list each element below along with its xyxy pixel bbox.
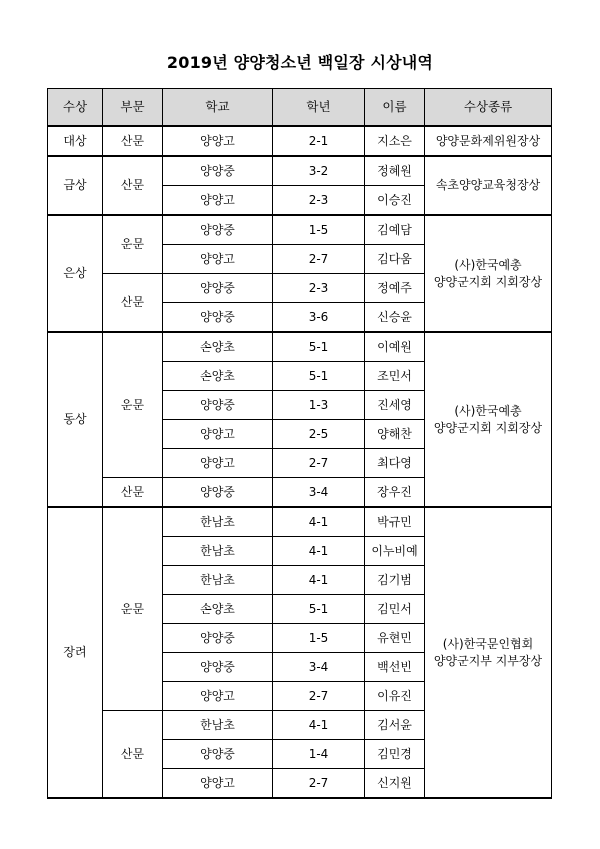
grade-cell: 1-3	[273, 391, 365, 420]
school-cell: 양양고	[163, 126, 273, 156]
school-cell: 양양중	[163, 156, 273, 186]
award-type-cell: 양양문화제위원장상	[425, 126, 552, 156]
school-cell: 한남초	[163, 537, 273, 566]
division-cell: 운문	[103, 215, 163, 274]
school-cell: 양양고	[163, 449, 273, 478]
header-school: 학교	[163, 89, 273, 127]
school-cell: 한남초	[163, 507, 273, 537]
header-award-type: 수상종류	[425, 89, 552, 127]
grade-cell: 1-5	[273, 215, 365, 245]
grade-cell: 2-5	[273, 420, 365, 449]
grade-cell: 4-1	[273, 507, 365, 537]
grade-cell: 2-3	[273, 186, 365, 216]
award-type-line: (사)한국문인협회	[442, 637, 534, 652]
name-cell: 박규민	[365, 507, 425, 537]
grade-cell: 1-4	[273, 740, 365, 769]
school-cell: 양양중	[163, 740, 273, 769]
grade-cell: 2-7	[273, 682, 365, 711]
page-title: 2019년 양양청소년 백일장 시상내역	[166, 53, 434, 72]
name-cell: 최다영	[365, 449, 425, 478]
school-cell: 양양중	[163, 478, 273, 508]
grade-cell: 2-7	[273, 769, 365, 799]
header-division: 부문	[103, 89, 163, 127]
award-cell: 동상	[48, 332, 103, 507]
award-type-line: (사)한국예총	[454, 258, 522, 273]
school-cell: 양양고	[163, 769, 273, 799]
header-name: 이름	[365, 89, 425, 127]
header-award: 수상	[48, 89, 103, 127]
name-cell: 진세영	[365, 391, 425, 420]
school-cell: 손양초	[163, 332, 273, 362]
name-cell: 이유진	[365, 682, 425, 711]
table-row	[48, 126, 552, 156]
name-cell: 유현민	[365, 624, 425, 653]
award-cell: 은상	[48, 215, 103, 332]
school-cell: 양양중	[163, 653, 273, 682]
name-cell: 김민서	[365, 595, 425, 624]
grade-cell: 4-1	[273, 711, 365, 740]
name-cell: 김다움	[365, 245, 425, 274]
grade-cell: 1-5	[273, 624, 365, 653]
school-cell: 양양고	[163, 420, 273, 449]
name-cell: 이예원	[365, 332, 425, 362]
header-grade: 학년	[273, 89, 365, 127]
table-row	[48, 215, 552, 245]
name-cell: 김민경	[365, 740, 425, 769]
award-cell: 금상	[48, 156, 103, 215]
name-cell: 정혜원	[365, 156, 425, 186]
grade-cell: 4-1	[273, 537, 365, 566]
school-cell: 양양고	[163, 186, 273, 216]
grade-cell: 5-1	[273, 332, 365, 362]
table-row	[48, 156, 552, 186]
award-cell: 대상	[48, 126, 103, 156]
division-cell: 산문	[103, 274, 163, 333]
award-type-line: 양양군지회 지회장상	[433, 274, 543, 289]
award-type-line: 양양군지회 지회장상	[433, 420, 543, 435]
name-cell: 김기범	[365, 566, 425, 595]
table-header-row	[48, 89, 552, 127]
school-cell: 손양초	[163, 595, 273, 624]
grade-cell: 5-1	[273, 595, 365, 624]
award-type-cell	[425, 215, 552, 332]
grade-cell: 2-7	[273, 449, 365, 478]
division-cell: 산문	[103, 156, 163, 215]
school-cell: 양양중	[163, 215, 273, 245]
division-cell: 운문	[103, 332, 163, 478]
school-cell: 양양고	[163, 682, 273, 711]
school-cell: 양양중	[163, 303, 273, 333]
award-cell: 장려	[48, 507, 103, 798]
name-cell: 장우진	[365, 478, 425, 508]
name-cell: 양해찬	[365, 420, 425, 449]
school-cell: 한남초	[163, 566, 273, 595]
award-type-line: (사)한국예총	[454, 404, 522, 419]
award-type-cell	[425, 332, 552, 507]
grade-cell: 5-1	[273, 362, 365, 391]
grade-cell: 2-1	[273, 126, 365, 156]
grade-cell: 2-3	[273, 274, 365, 303]
name-cell: 백선빈	[365, 653, 425, 682]
division-cell: 산문	[103, 711, 163, 799]
award-type-line: 양양군지부 지부장상	[433, 653, 543, 668]
name-cell: 정예주	[365, 274, 425, 303]
awards-table	[47, 88, 552, 799]
school-cell: 양양고	[163, 245, 273, 274]
division-cell: 운문	[103, 507, 163, 711]
name-cell: 김예담	[365, 215, 425, 245]
grade-cell: 2-7	[273, 245, 365, 274]
school-cell: 손양초	[163, 362, 273, 391]
school-cell: 한남초	[163, 711, 273, 740]
name-cell: 이승진	[365, 186, 425, 216]
school-cell: 양양중	[163, 624, 273, 653]
grade-cell: 3-4	[273, 478, 365, 508]
grade-cell: 3-2	[273, 156, 365, 186]
school-cell: 양양중	[163, 274, 273, 303]
name-cell: 이누비예	[365, 537, 425, 566]
division-cell: 산문	[103, 478, 163, 508]
award-type-cell: 속초양양교육청장상	[425, 156, 552, 215]
name-cell: 김서윤	[365, 711, 425, 740]
name-cell: 신승윤	[365, 303, 425, 333]
table-row	[48, 507, 552, 537]
grade-cell: 4-1	[273, 566, 365, 595]
school-cell: 양양중	[163, 391, 273, 420]
grade-cell: 3-4	[273, 653, 365, 682]
award-type-cell	[425, 507, 552, 798]
name-cell: 지소은	[365, 126, 425, 156]
name-cell: 조민서	[365, 362, 425, 391]
division-cell: 산문	[103, 126, 163, 156]
table-row	[48, 332, 552, 362]
grade-cell: 3-6	[273, 303, 365, 333]
name-cell: 신지원	[365, 769, 425, 799]
